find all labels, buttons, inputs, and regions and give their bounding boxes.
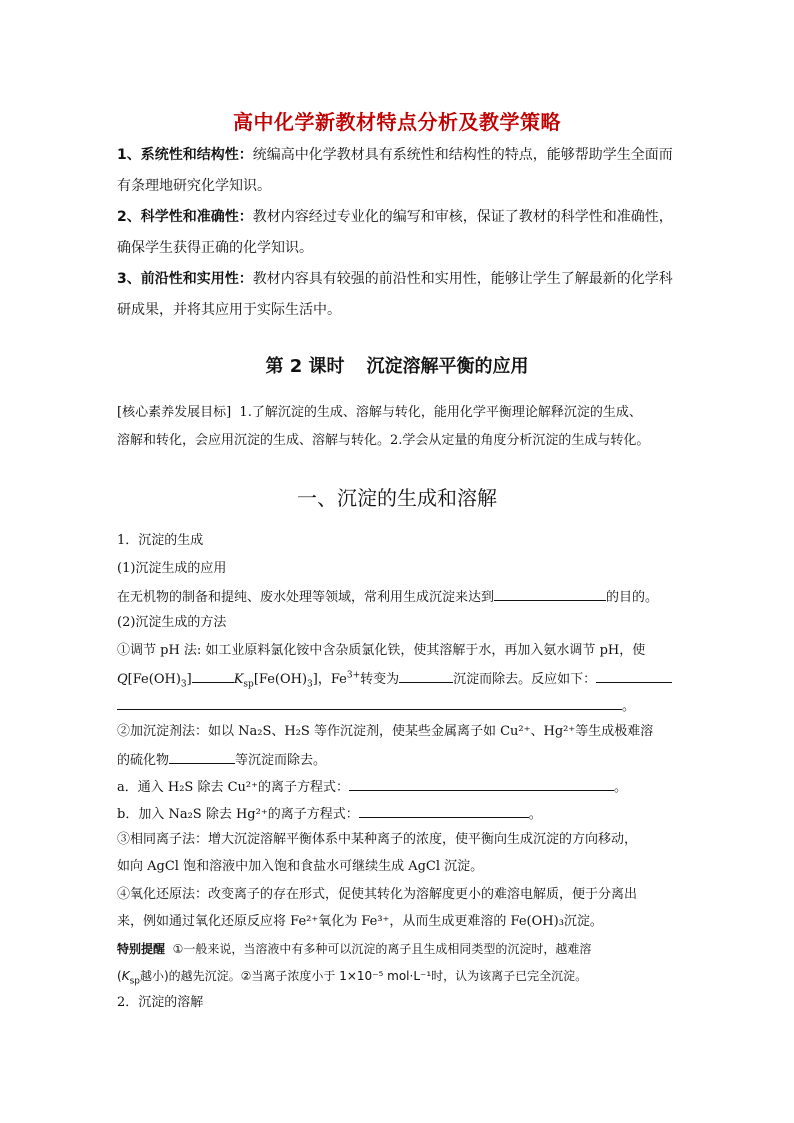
intro-text: 统编高中化学教材具有系统性和结构性的特点，能够帮助学生全面而有条理地研究化学知识。 bbox=[117, 147, 673, 194]
text-segment: 的硫化物 bbox=[117, 753, 170, 768]
fill-blank[interactable] bbox=[192, 668, 234, 683]
fill-blank[interactable] bbox=[169, 749, 235, 764]
method-2-line-1: ②加沉淀剂法：如以 Na₂S、H₂S 等作沉淀剂，使某些金属离子如 Cu²⁺、Hg²⁺等生成极难溶 bbox=[117, 724, 654, 739]
lesson-number: 第 2 课时 bbox=[265, 356, 345, 377]
text-segment: 的目的。 bbox=[606, 590, 659, 605]
intro-text: 教材内容经过专业化的编写和审核，保证了教材的科学性和准确性，确保学生获得正确的化学知识。 bbox=[117, 209, 673, 256]
tip-line-2 bbox=[117, 966, 682, 986]
intro-item-2 bbox=[117, 202, 677, 264]
fill-blank[interactable] bbox=[117, 695, 622, 710]
lesson-heading bbox=[0, 352, 794, 378]
intro-label: 3、前沿性和实用性： bbox=[117, 271, 253, 287]
method-2-a bbox=[117, 776, 682, 798]
method-3-line-2: 如向 AgCl 饱和溶液中加入饱和食盐水可继续生成 AgCl 沉淀。 bbox=[117, 859, 484, 874]
formula-part: ] bbox=[186, 672, 192, 687]
goals-label: [核心素养发展目标] bbox=[117, 405, 232, 420]
subsection-1-2-title: (2)沉淀生成的方法 bbox=[117, 615, 227, 630]
method-1-line-2 bbox=[117, 668, 682, 690]
method-2-line-2 bbox=[117, 749, 682, 771]
method-3-line-1: ③相同离子法：增大沉淀溶解平衡体系中某种离子的浓度，使平衡向生成沉淀的方向移动， bbox=[117, 832, 638, 847]
text-segment: 。 bbox=[614, 780, 628, 795]
subsection-1-title: 1．沉淀的生成 bbox=[117, 533, 204, 548]
q-symbol: Q bbox=[117, 672, 128, 687]
text-segment: 沉淀而除去。反应如下： bbox=[453, 672, 597, 687]
document-title: 高中化学新教材特点分析及教学策略 bbox=[233, 110, 561, 134]
method-4-line-2: 来，例如通过氧化还原反应将 Fe²⁺氧化为 Fe³⁺，从而生成更难溶的 Fe(OH)₃沉淀。 bbox=[117, 914, 603, 929]
tip-label: 特别提醒 bbox=[117, 942, 166, 956]
tip-text: ①一般来说，当溶液中有多种可以沉淀的离子且生成相同类型的沉淀时，越难溶 bbox=[172, 942, 592, 956]
fill-blank[interactable] bbox=[359, 803, 529, 818]
superscript: 3+ bbox=[346, 670, 361, 681]
subsection-1-1-text bbox=[117, 586, 682, 608]
text-segment: b．加入 Na₂S 除去 Hg²⁺的离子方程式： bbox=[117, 807, 359, 822]
tip-line-1 bbox=[117, 939, 682, 959]
text-segment: 等沉淀而除去。 bbox=[235, 753, 327, 768]
tip-text: 越小)的越先沉淀。②当离子浓度小于 1×10⁻⁵ mol·L⁻¹时，认为该离子已完全沉淀。 bbox=[139, 969, 588, 983]
subscript: 3 bbox=[307, 679, 313, 690]
method-4-line-1: ④氧化还原法：改变离子的存在形式，促使其转化为溶解度更小的难溶电解质，便于分离出 bbox=[117, 887, 638, 902]
intro-label: 2、科学性和准确性： bbox=[117, 209, 253, 225]
formula-part: ] bbox=[312, 672, 318, 687]
method-1-line-3 bbox=[117, 695, 682, 717]
intro-item-1 bbox=[117, 140, 677, 202]
fill-blank[interactable] bbox=[349, 776, 614, 791]
intro-item-3 bbox=[117, 264, 677, 326]
text-segment: a．通入 H₂S 除去 Cu²⁺的离子方程式： bbox=[117, 780, 349, 795]
subscript: sp bbox=[129, 976, 140, 987]
text-segment: 转变为 bbox=[360, 672, 400, 687]
goals-text-1: 1.了解沉淀的生成、溶解与转化，能用化学平衡理论解释沉淀的生成、 bbox=[239, 405, 642, 420]
formula-part: [Fe(OH) bbox=[253, 672, 308, 687]
method-2-b bbox=[117, 803, 682, 825]
text-segment: ( bbox=[117, 969, 122, 983]
lesson-name: 沉淀溶解平衡的应用 bbox=[366, 356, 529, 377]
formula-part: ，Fe bbox=[317, 672, 347, 687]
fill-blank[interactable] bbox=[596, 668, 672, 683]
text-segment: 。 bbox=[528, 807, 542, 822]
formula-part: [Fe(OH) bbox=[127, 672, 181, 687]
fill-blank[interactable] bbox=[399, 668, 453, 683]
subscript: 3 bbox=[180, 679, 187, 690]
subsection-2-title: 2．沉淀的溶解 bbox=[117, 995, 204, 1010]
text-segment: 。 bbox=[622, 699, 636, 714]
fill-blank[interactable] bbox=[494, 586, 606, 601]
goals-line-1 bbox=[117, 399, 682, 427]
ksp-symbol: K bbox=[121, 969, 130, 983]
goals-line-2: 溶解和转化，会应用沉淀的生成、溶解与转化。2.学会从定量的角度分析沉淀的生成与转化。 bbox=[117, 433, 650, 448]
intro-text: 教材内容具有较强的前沿性和实用性，能够让学生了解最新的化学科研成果，并将其应用于实际生活中。 bbox=[117, 271, 673, 318]
intro-label: 1、系统性和结构性： bbox=[117, 147, 253, 163]
subscript: sp bbox=[243, 679, 254, 690]
subsection-1-1-title: (1)沉淀生成的应用 bbox=[117, 561, 227, 576]
section-title: 一、沉淀的生成和溶解 bbox=[297, 486, 497, 510]
text-segment: 在无机物的制备和提纯、废水处理等领域，常利用生成沉淀来达到 bbox=[117, 590, 495, 605]
method-1-line-1: ①调节 pH 法: 如工业原料氯化铵中含杂质氯化铁，使其溶解于水，再加入氨水调节 pH，使 bbox=[117, 643, 646, 658]
ksp-symbol: K bbox=[233, 672, 244, 687]
